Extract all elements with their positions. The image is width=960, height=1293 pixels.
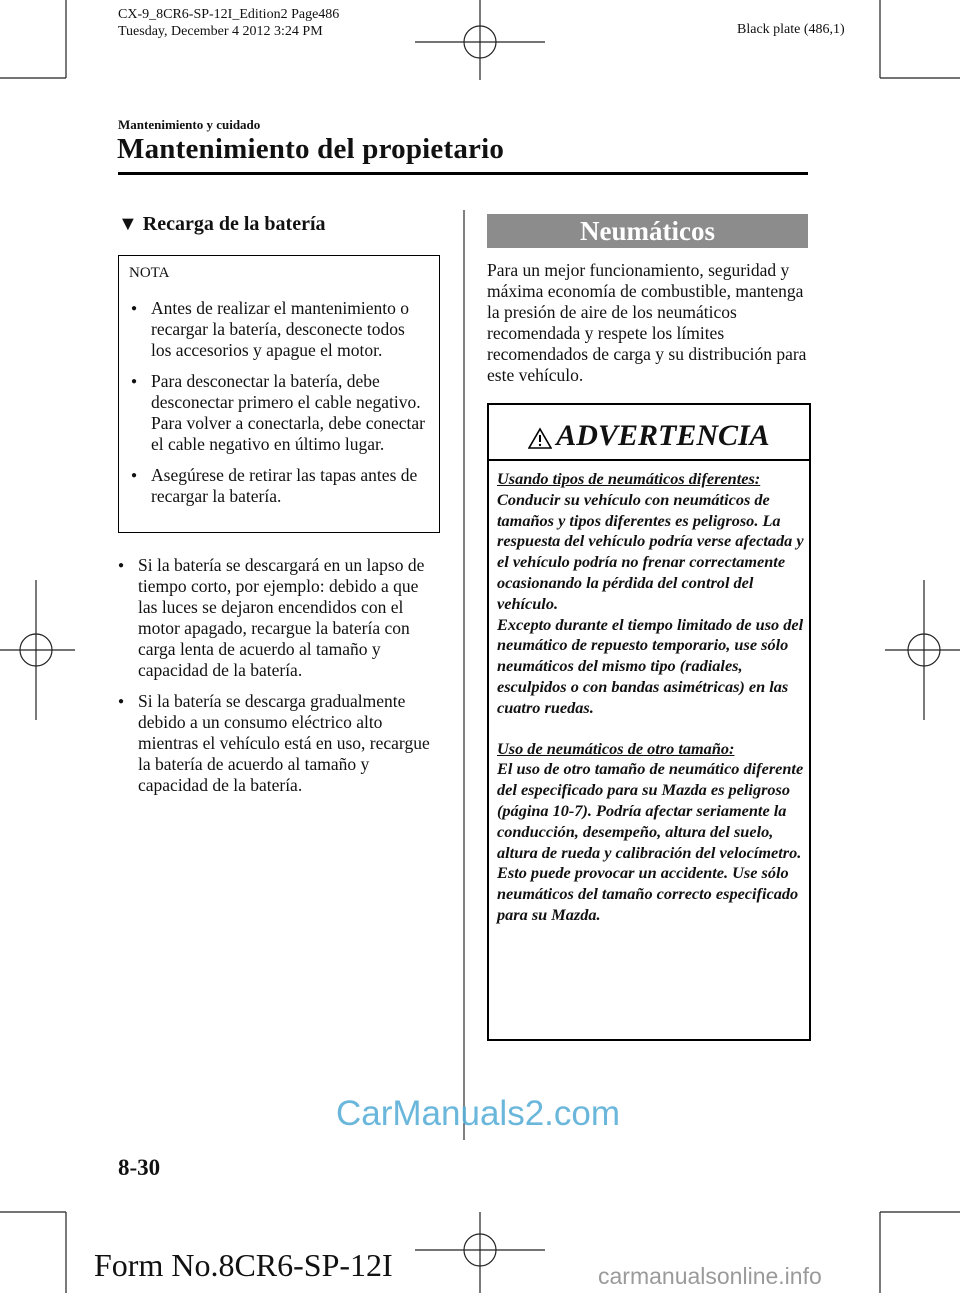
warning-box xyxy=(487,403,811,1041)
subheading xyxy=(118,213,448,236)
watermark-text: CarManuals2.com xyxy=(336,1094,620,1133)
print-header-line2: Tuesday, December 4 2012 3:24 PM xyxy=(118,24,323,39)
list-item: ● Si la batería se descargará en un lapso de tiempo corto, por ejemplo: debido a que las luces se dejaron encendidos con el motor apagado, recargue la batería con carga lenta de acuerdo al tamaño y capacidad de la batería. xyxy=(118,555,425,680)
bullet-icon: ● xyxy=(118,560,125,571)
bullet-icon: ● xyxy=(118,696,125,707)
neumaticos-bar: Neumáticos xyxy=(487,214,808,248)
note-list xyxy=(131,298,429,517)
form-number: Form No.8CR6-SP-12I xyxy=(94,1247,393,1283)
battery-list xyxy=(118,555,440,806)
subheading-text: Recarga de la batería xyxy=(142,213,326,235)
print-header-line1: CX-9_8CR6-SP-12I_Edition2 Page486 xyxy=(118,7,340,22)
section-label: Mantenimiento y cuidado xyxy=(118,117,261,132)
warning-body xyxy=(497,469,805,926)
triangle-down-icon: ▼ xyxy=(118,213,138,235)
plate-label: Black plate (486,1) xyxy=(737,22,845,37)
warning-subheading: Usando tipos de neumáticos diferentes: xyxy=(497,469,761,488)
list-item: ● Antes de realizar el mantenimiento o recargar la batería, desconecte todos los accesorios y apague el motor. xyxy=(131,298,410,360)
bullet-icon: ● xyxy=(131,470,138,481)
bullet-icon: ● xyxy=(131,376,138,387)
print-header xyxy=(118,6,339,40)
list-item: ● Asegúrese de retirar las tapas antes de recargar la batería. xyxy=(131,465,418,506)
title-rule xyxy=(118,172,808,175)
page-title: Mantenimiento del propietario xyxy=(117,133,505,165)
warning-header xyxy=(489,413,809,459)
tires-intro: Para un mejor funcionamiento, seguridad y máxima economía de combustible, mantenga la presión de aire de los neumáticos recomendada y respete los límites recomendados de carga y su distribución para este vehículo. xyxy=(487,260,807,385)
watermark-site: carmanualsonline.info xyxy=(598,1263,822,1289)
warning-paragraph: Conducir su vehículo con neumáticos de tamaños y tipos diferentes es peligroso. La respuesta del vehículo podría verse afectada y el vehículo podría no frenar correctamente ocasionando la pérdida del control del vehículo. xyxy=(497,489,804,613)
warning-title: ADVERTENCIA xyxy=(556,419,770,452)
warning-paragraph: El uso de otro tamaño de neumático diferente del especificado para su Mazda es peligroso (página 10-7). Podría afectar seriamente la conducción, desempeño, altura del suelo, altura de rueda y calibración del velocímetro. Esto puede provocar un accidente. Use sólo neumáticos del tamaño correcto especificado para su Mazda. xyxy=(497,759,804,924)
list-item: ● Para desconectar la batería, debe desconectar primero el cable negativo. Para volver a conectarla, debe conectar el cable negativo en último lugar. xyxy=(131,371,426,454)
note-label: NOTA xyxy=(129,265,170,281)
warning-triangle-icon xyxy=(528,427,552,449)
bullet-icon: ● xyxy=(131,303,138,314)
warning-subheading: Uso de neumáticos de otro tamaño: xyxy=(497,738,735,758)
note-box xyxy=(118,255,440,533)
warning-divider xyxy=(489,459,809,461)
page-number: 8-30 xyxy=(118,1155,161,1180)
warning-paragraph: Excepto durante el tiempo limitado de uso del neumático de repuesto temporario, use sólo neumáticos del mismo tipo (radiales, esculpidos o con bandas asimétricas) en las cuatro ruedas. xyxy=(497,614,804,717)
list-item: ● Si la batería se descarga gradualmente debido a un consumo eléctrico alto mientras el vehículo está en uso, recargue la batería de acuerdo al tamaño y capacidad de la batería. xyxy=(118,691,430,795)
